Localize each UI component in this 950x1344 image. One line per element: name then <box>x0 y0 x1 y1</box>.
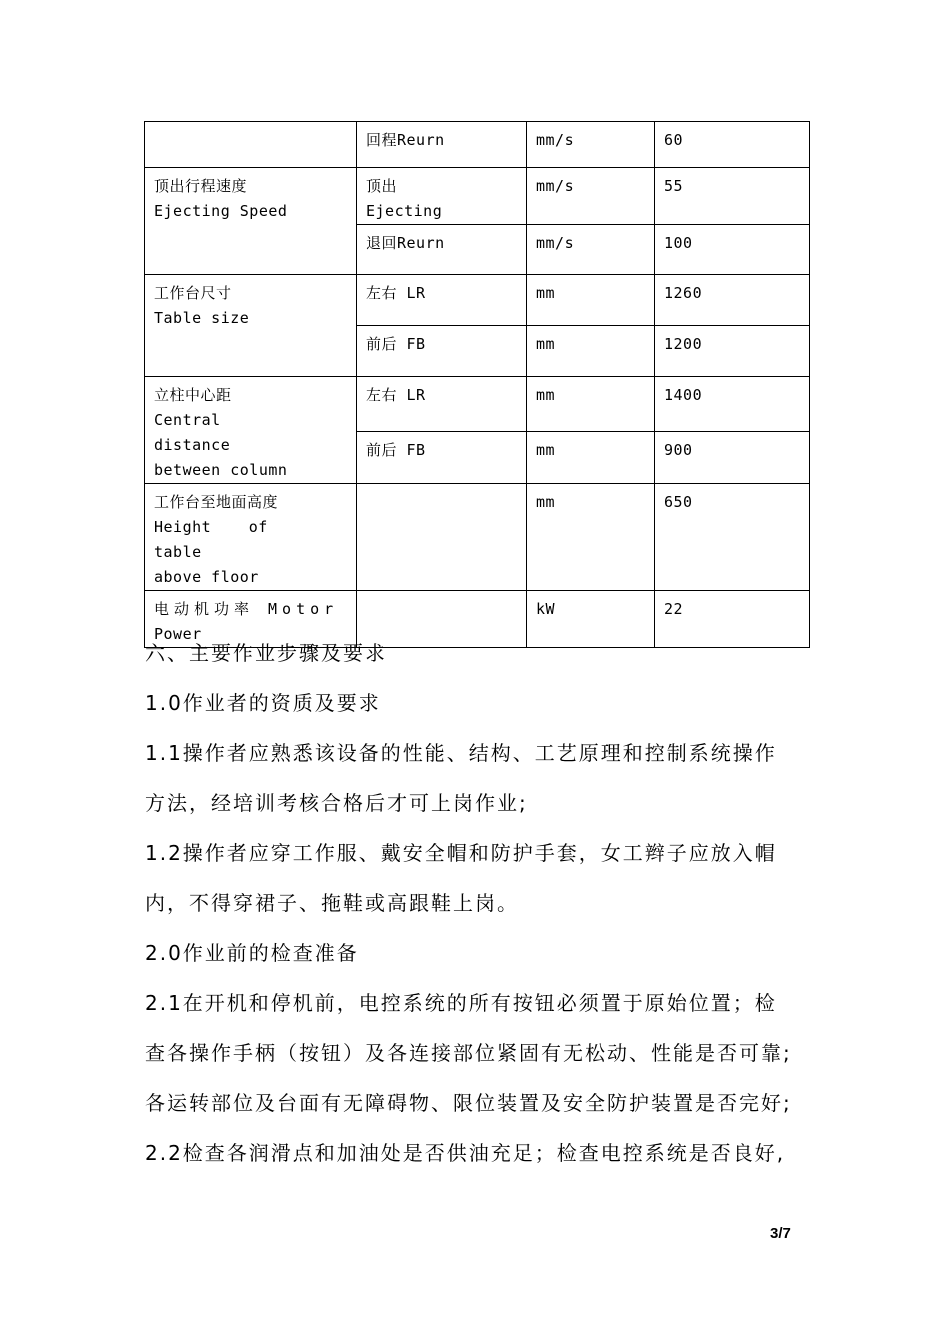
param-cell <box>145 377 357 484</box>
paragraph-line: 内，不得穿裙子、拖鞋或高跟鞋上岗。 <box>145 891 519 915</box>
param-en: Power <box>154 625 202 643</box>
value-cell: 22 <box>655 591 810 648</box>
param-en: Central distance <box>154 411 231 454</box>
param-cn: 工作台至地面高度 <box>154 493 279 511</box>
param-en: Table size <box>154 309 250 327</box>
subheading: 1.0作业者的资质及要求 <box>145 691 381 715</box>
param-cell <box>145 168 357 275</box>
param-cell <box>145 122 357 168</box>
unit-cell: mm <box>527 431 655 483</box>
table-row <box>145 377 810 432</box>
unit-cell: mm/s <box>527 122 655 168</box>
unit-cell: mm/s <box>527 168 655 225</box>
paragraph-line: 查各操作手柄（按钮）及各连接部位紧固有无松动、性能是否可靠; <box>145 1041 792 1065</box>
subheading: 2.0作业前的检查准备 <box>145 941 359 965</box>
paragraph-line: 1.2操作者应穿工作服、戴安全帽和防护手套，女工辫子应放入帽 <box>145 841 777 865</box>
table-row <box>145 275 810 326</box>
sub-cell: 回程Reurn <box>357 122 527 168</box>
unit-cell: mm <box>527 377 655 432</box>
sub-cell: 前后 FB <box>357 431 527 483</box>
unit-cell: kW <box>527 591 655 648</box>
paragraph-line: 方法，经培训考核合格后才可上岗作业; <box>145 791 528 815</box>
section-heading: 六、主要作业步骤及要求 <box>145 641 387 665</box>
param-cell <box>145 484 357 591</box>
sub-cn: 顶出 <box>366 177 398 195</box>
paragraph-line: 1.1操作者应熟悉该设备的性能、结构、工艺原理和控制系统操作 <box>145 741 777 765</box>
param-cn: 立柱中心距 <box>154 386 232 404</box>
value-cell: 55 <box>655 168 810 225</box>
param-en: Height of table <box>154 518 268 561</box>
sub-cell: 左右 LR <box>357 377 527 432</box>
value-cell: 1260 <box>655 275 810 326</box>
unit-cell: mm <box>527 275 655 326</box>
paragraph-line: 各运转部位及台面有无障碍物、限位装置及安全防护装置是否完好; <box>145 1091 792 1115</box>
value-cell: 60 <box>655 122 810 168</box>
sub-cell <box>357 484 527 591</box>
param-en: Ejecting Speed <box>154 202 288 220</box>
unit-cell: mm/s <box>527 225 655 275</box>
paragraph-line: 2.1在开机和停机前，电控系统的所有按钮必须置于原始位置；检 <box>145 991 777 1015</box>
value-cell: 650 <box>655 484 810 591</box>
sub-cell: 左右 LR <box>357 275 527 326</box>
page-number: 3/7 <box>770 1225 791 1242</box>
param-cn: 顶出行程速度 <box>154 177 248 195</box>
spec-table <box>144 121 810 648</box>
value-cell: 900 <box>655 431 810 483</box>
value-cell: 1200 <box>655 326 810 377</box>
value-cell: 100 <box>655 225 810 275</box>
table-row <box>145 484 810 591</box>
param-cn: 电动机功率 Motor <box>154 600 339 618</box>
unit-cell: mm <box>527 484 655 591</box>
sub-cell: 退回Reurn <box>357 225 527 275</box>
table-row <box>145 122 810 168</box>
table-row <box>145 168 810 225</box>
value-cell: 1400 <box>655 377 810 432</box>
param-en: above floor <box>154 568 259 586</box>
sub-cell: 前后 FB <box>357 326 527 377</box>
param-cn: 工作台尺寸 <box>154 284 232 302</box>
paragraph-line: 2.2检查各润滑点和加油处是否供油充足；检查电控系统是否良好, <box>145 1141 786 1165</box>
sub-en: Ejecting <box>366 202 443 220</box>
unit-cell: mm <box>527 326 655 377</box>
param-cell <box>145 275 357 377</box>
param-en: between column <box>154 461 288 479</box>
sub-cell <box>357 168 527 225</box>
